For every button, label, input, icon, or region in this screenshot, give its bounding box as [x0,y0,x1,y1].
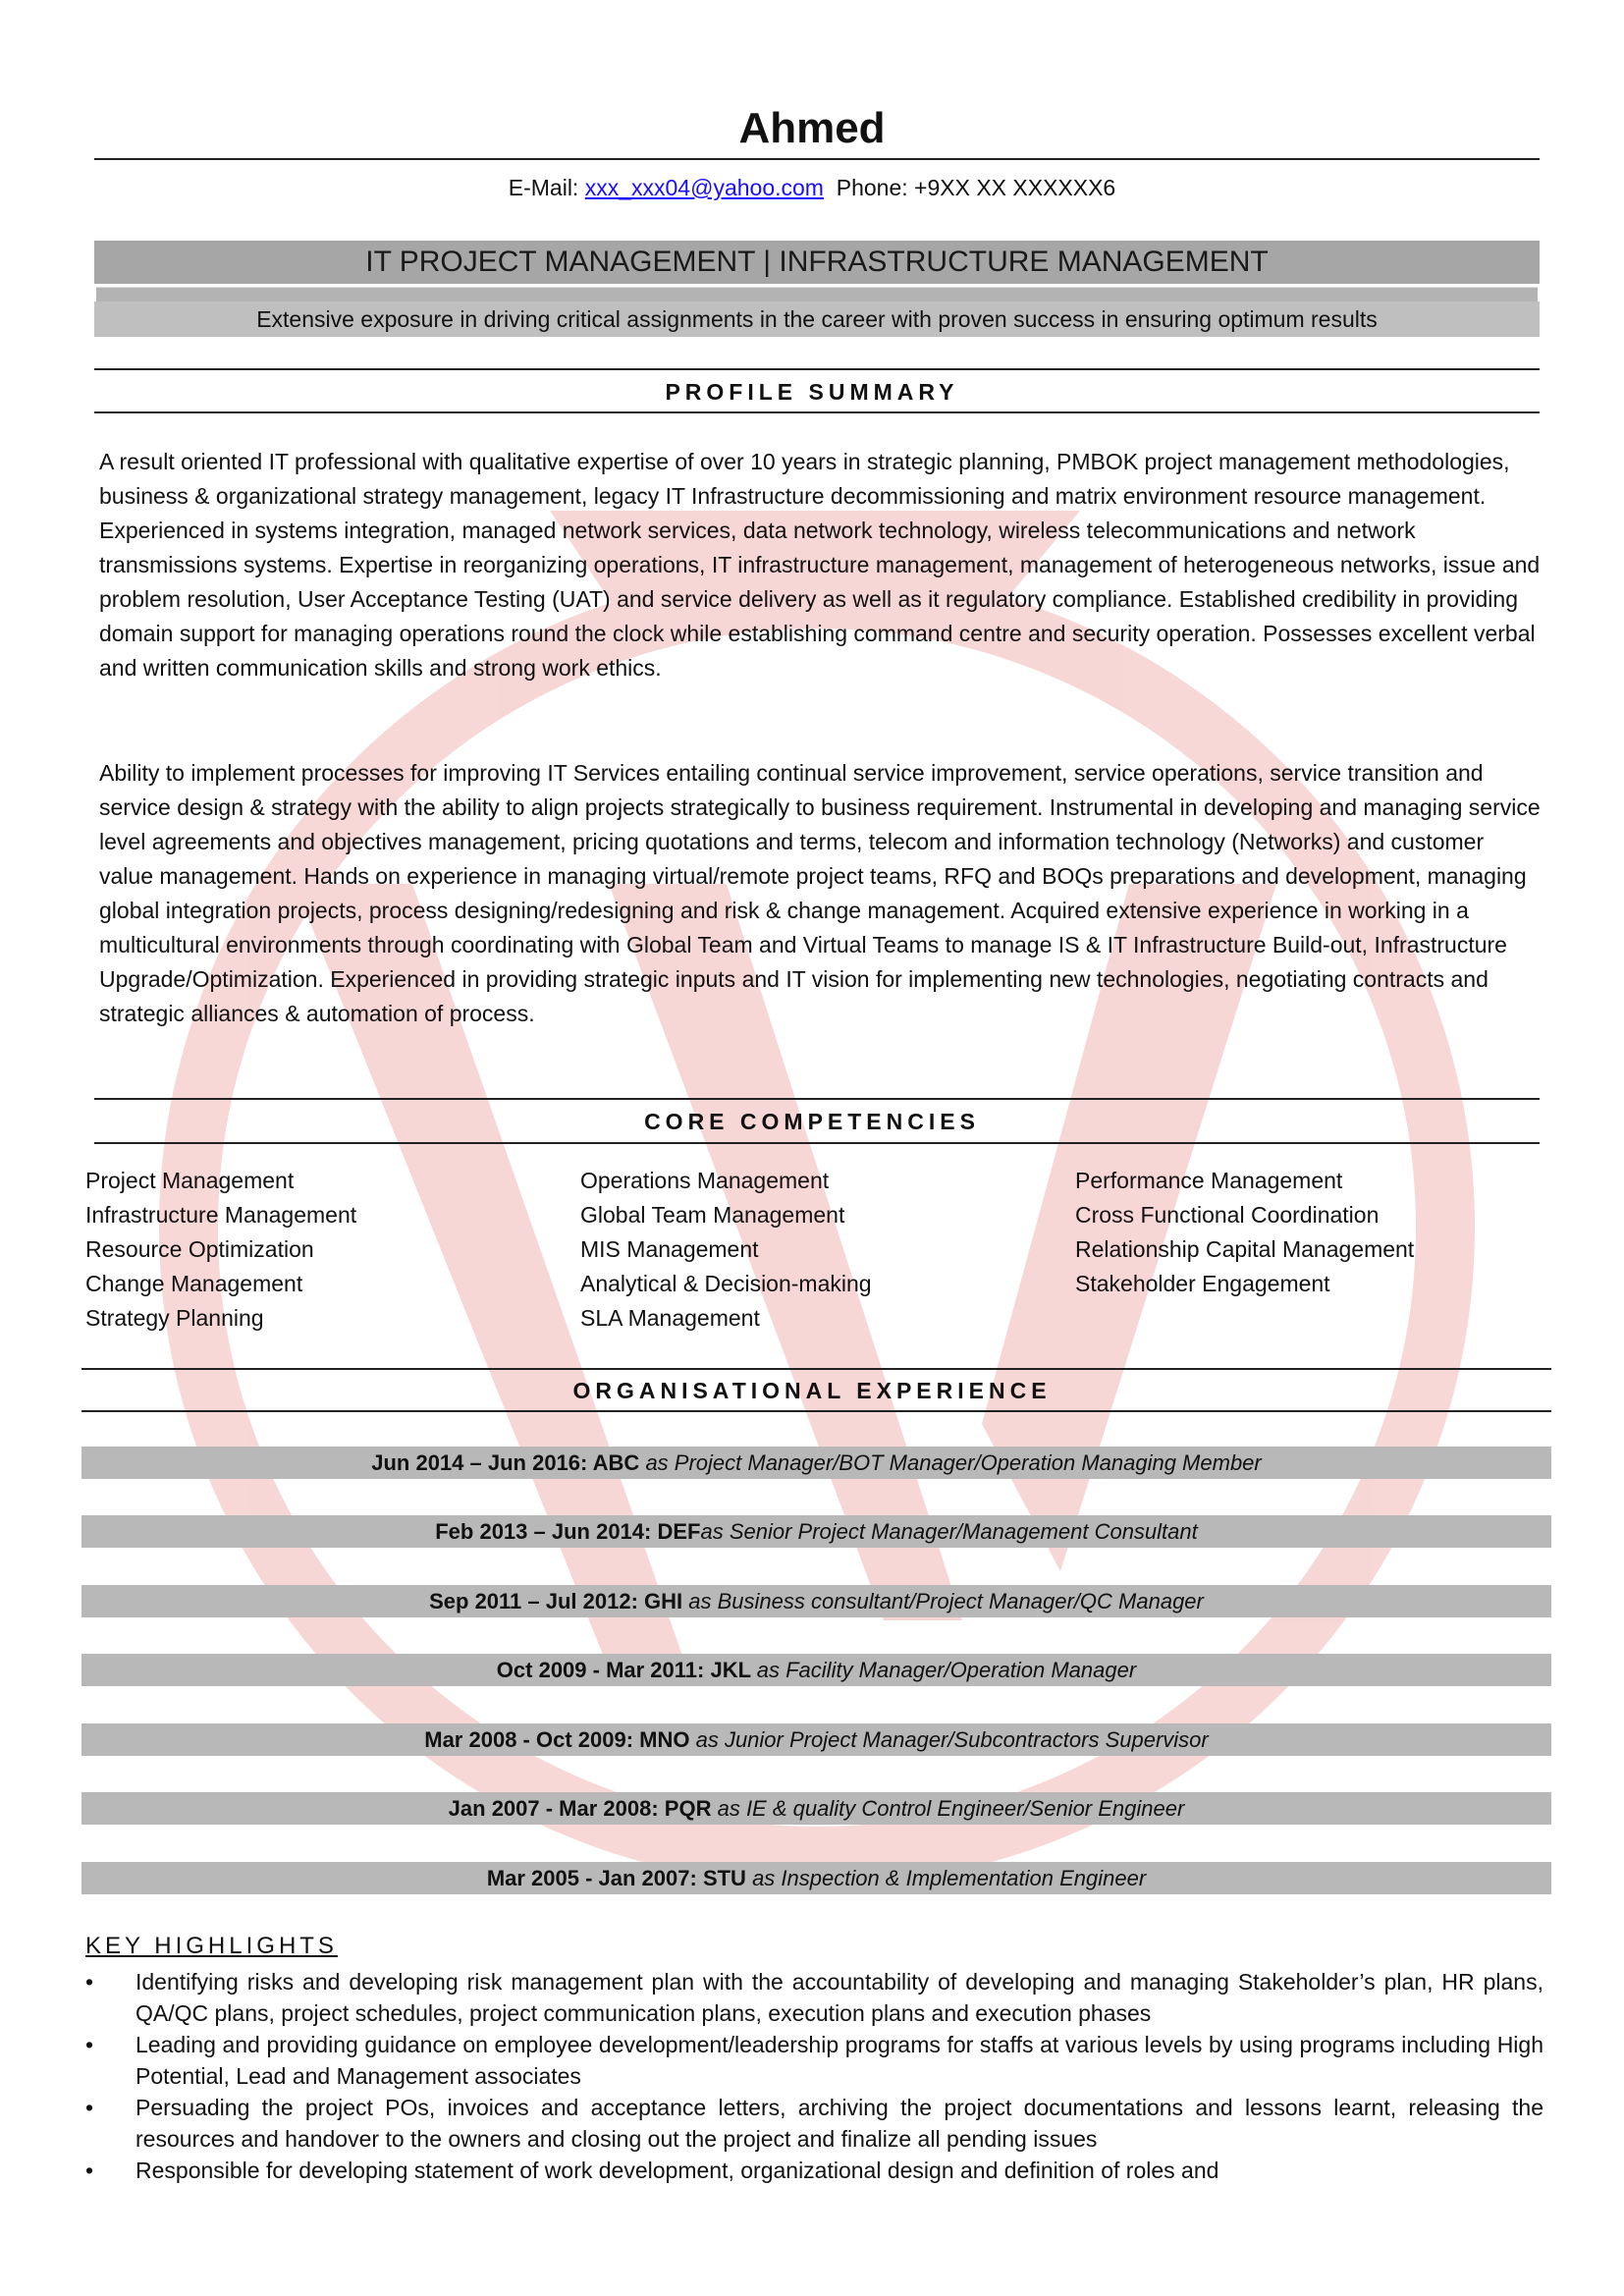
section-heading-experience: ORGANISATIONAL EXPERIENCE [572,1378,1052,1403]
experience-period: Sep 2011 – Jul 2012: GHI [429,1589,689,1613]
competency-item: Change Management [85,1271,303,1296]
competency-item: Cross Functional Coordination [1075,1202,1380,1228]
experience-period: Feb 2013 – Jun 2014: DEF [435,1519,701,1544]
competency-column [580,1164,872,1336]
experience-period: Oct 2009 - Mar 2011: JKL [496,1658,757,1682]
profile-paragraph: A result oriented IT professional with qualitative expertise of over 10 years in strategic planning, PMBOK project management methodologies, business & organizational strategy management, legacy IT Infrastructure decommissioning and matrix environment resource management. Experienced in systems integration, managed network services, data network technology, wireless telecommunications and network transmissions systems. Expertise in reorganizing operations, IT infrastructure management, management of heterogeneous networks, issue and problem resolution, User Acceptance Testing (UAT) and service delivery as well as it regulatory compliance. Established credibility in providing domain support for managing operations round the clock while establishing command centre and security operation. Possesses excellent verbal and written communication skills and strong work ethics. [99,449,1541,681]
experience-period: Jun 2014 – Jun 2016: ABC [371,1450,646,1475]
experience-role: as Business consultant/Project Manager/QC Manager [688,1589,1204,1613]
experience-role: as Senior Project Manager/Management Consultant [700,1519,1198,1544]
competency-item: Stakeholder Engagement [1075,1271,1330,1296]
divider [81,1410,1551,1412]
divider [94,158,1540,160]
experience-role: as Junior Project Manager/Subcontractors Supervisor [695,1727,1209,1752]
highlight-item [85,1966,1543,2029]
experience-entry [81,1515,1551,1548]
highlight-text: Leading and providing guidance on employee development/leadership programs for staffs at various levels by using programs including High Potential, Lead and Management associates [135,2032,1543,2089]
experience-entry [81,1723,1551,1756]
experience-entry [81,1792,1551,1825]
email-link[interactable]: xxx_xxx04@yahoo.com [584,175,824,200]
competency-item: SLA Management [580,1305,760,1331]
competency-column [1075,1164,1414,1301]
divider [94,1098,1540,1100]
experience-role: as Inspection & Implementation Engineer [752,1866,1147,1890]
bullet-icon: • [85,1969,94,1995]
experience-role: as Facility Manager/Operation Manager [756,1658,1137,1682]
experience-entry [81,1585,1551,1617]
experience-entry [81,1447,1551,1479]
headline-banner: IT PROJECT MANAGEMENT | INFRASTRUCTURE MANAGEMENT [94,241,1540,284]
competency-item: Performance Management [1075,1168,1343,1193]
experience-period: Jan 2007 - Mar 2008: PQR [448,1796,718,1821]
divider [94,368,1540,370]
experience-role: as Project Manager/BOT Manager/Operation Managing Member [645,1450,1262,1475]
competency-item: Global Team Management [580,1202,845,1228]
competency-item: Analytical & Decision-making [580,1271,872,1296]
section-heading-highlights: KEY HIGHLIGHTS [85,1933,338,1959]
experience-period: Mar 2008 - Oct 2009: MNO [424,1727,696,1752]
highlight-item [85,2155,1543,2186]
competency-column [85,1164,356,1336]
highlight-item [85,2092,1543,2155]
competency-item: Infrastructure Management [85,1202,357,1228]
highlight-item [85,2029,1543,2092]
competency-item: Relationship Capital Management [1075,1236,1415,1262]
competency-item: Resource Optimization [85,1236,314,1262]
highlight-text: Persuading the project POs, invoices and acceptance letters, archiving the project documentations and lessons learnt, releasing the resources and handover to the owners and closing out the project and finalize all pending issues [135,2095,1543,2152]
highlight-text: Responsible for developing statement of work development, organizational design and definition of roles and [135,2158,1219,2183]
divider [94,411,1540,413]
bullet-icon: • [85,2095,94,2120]
competency-item: Operations Management [580,1168,830,1193]
experience-role: as IE & quality Control Engineer/Senior Engineer [717,1796,1185,1821]
highlights-list [85,1966,1543,2186]
divider [81,1368,1551,1370]
experience-entry [81,1654,1551,1686]
section-heading-competencies: CORE COMPETENCIES [644,1109,980,1134]
bullet-icon: • [85,2032,94,2057]
competency-item: Project Management [85,1168,295,1193]
competency-item: MIS Management [580,1236,759,1262]
phone: Phone: +9XX XX XXXXXX6 [836,175,1116,200]
email-label: E-Mail: [508,175,579,200]
candidate-name: Ahmed [738,104,886,152]
contact-line [0,175,1624,201]
tagline-banner: Extensive exposure in driving critical assignments in the career with proven success in ensuring optimum results [94,301,1540,337]
experience-period: Mar 2005 - Jan 2007: STU [486,1866,753,1890]
highlight-text: Identifying risks and developing risk management plan with the accountability of developing and managing Stakeholder’s plan, HR plans, QA/QC plans, project schedules, project communication plans, execution plans and execution phases [135,1969,1543,2026]
bullet-icon: • [85,2158,94,2183]
section-heading-profile: PROFILE SUMMARY [665,379,959,405]
banner-separator [96,287,1538,302]
divider [94,1142,1540,1144]
competency-item: Strategy Planning [85,1305,264,1331]
profile-paragraph: Ability to implement processes for improving IT Services entailing continual service improvement, service operations, service transition and service design & strategy with the ability to align projects strategically to business requirement. Instrumental in developing and managing service level agreements and objectives management, pricing quotations and terms, telecom and information technology (Networks) and customer value management. Hands on experience in managing virtual/remote project teams, RFQ and BOQs preparations and development, managing global integration projects, process designing/redesigning and risk & change management. Acquired extensive experience in working in a multicultural environments through coordinating with Global Team and Virtual Teams to manage IS & IT Infrastructure Build-out, Infrastructure Upgrade/Optimization. Experienced in providing strategic inputs and IT vision for implementing new technologies, negotiating contracts and strategic alliances & automation of process. [99,760,1541,1026]
experience-entry [81,1862,1551,1894]
